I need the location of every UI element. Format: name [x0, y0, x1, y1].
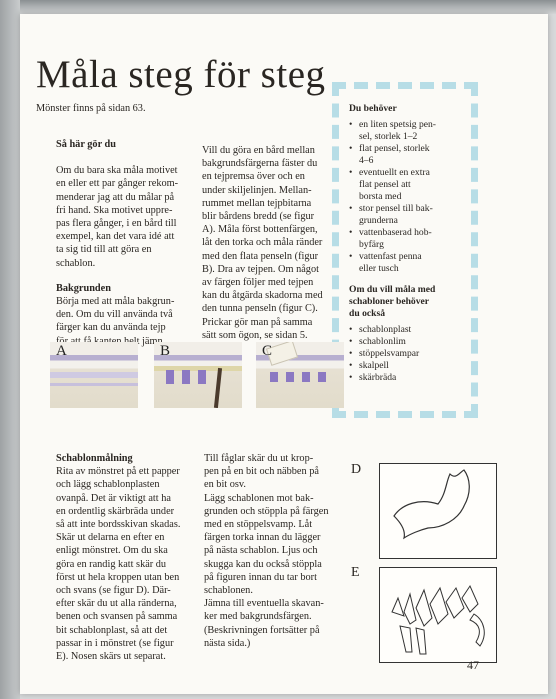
stencil-cont-line: på figuren innan du tar bort	[204, 571, 317, 583]
stencil-materials-item: • stöppelsvampar	[349, 348, 465, 360]
paint-stripe	[286, 372, 294, 382]
how-to-line: Om du bara ska måla motivet	[56, 165, 178, 177]
how-to-line: schablon.	[56, 257, 96, 269]
figure-e-stencil	[379, 567, 497, 663]
border-line: Prickar gör man på samma	[202, 316, 313, 328]
border-line: med den flata penseln (figur	[202, 250, 319, 262]
stencil-cont-line: med en stöppelsvamp. Låt	[204, 519, 313, 531]
border-line: av färgen följer med tejpen	[202, 277, 314, 289]
figure-c	[256, 342, 344, 408]
border-line: blir bårdens bredd (se figur	[202, 211, 315, 223]
materials-item: • vattenfast penna eller tusch	[349, 251, 465, 275]
cat-stripes-diagram	[380, 568, 496, 662]
figure-b-label: B	[160, 343, 171, 359]
how-to-line: pas flera gånger, i en bård till	[56, 218, 177, 230]
cat-outline-diagram	[380, 464, 496, 558]
border-line: A). Måla först bottenfärgen,	[202, 224, 318, 236]
brush-icon	[214, 368, 222, 408]
border-line: låt den torka och måla ränder	[202, 237, 323, 249]
stencil-cont-line: Jämna till eventuella skavan-	[204, 598, 324, 610]
stencil-materials-item: • skalpell	[349, 360, 465, 372]
figure-d-label: D	[351, 462, 362, 477]
figure-a-label: A	[56, 343, 67, 359]
stencil-continued	[204, 452, 336, 650]
how-to-heading: Så här gör du	[56, 139, 116, 150]
stencil-line: benen och svansen på samma	[56, 611, 178, 623]
stencil-line: ovanpå. Det är viktigt att ha	[56, 492, 171, 504]
stencil-cont-line: grunden och stöppla på färgen	[204, 505, 329, 517]
stencil-cont-line: pen på en bit och näbben på	[204, 466, 319, 478]
page-number: 47	[467, 658, 479, 672]
stencil-cont-line: skugga kan du också stöppla	[204, 558, 322, 570]
paint-stripe	[198, 370, 206, 384]
how-to-line: en eller ett par gånger rekom-	[56, 178, 179, 190]
stencil-heading: Schablonmålning	[56, 453, 133, 464]
background-line: Börja med att måla bakgrun-	[56, 296, 175, 308]
materials-item: • stor pensel till bak- grunderna	[349, 203, 465, 227]
page-top-edge	[20, 0, 556, 14]
stencil-line: en ordentlig skärbräda under	[56, 505, 175, 517]
stencil-line: Rita av mönstret på ett papper	[56, 466, 180, 478]
how-to-line: exempel, kan det vara idé att	[56, 231, 175, 243]
border-line: en tejpremsa över och en	[202, 171, 305, 183]
border-line: rummet mellan tejpbitarna	[202, 197, 312, 209]
border-line: sätt som ögon, se sidan 5.	[202, 329, 308, 341]
stencil-cont-line: nästa sida.)	[204, 637, 251, 649]
figure-c-label: C	[262, 343, 273, 359]
materials-box	[332, 82, 478, 418]
materials-list	[349, 119, 465, 275]
border-line: under skiljelinjen. Mellan-	[202, 184, 312, 196]
paint-stripe	[270, 372, 278, 382]
border-instructions	[202, 144, 332, 342]
border-line: bakgrundsfärgerna fäster du	[202, 158, 318, 170]
how-to-section	[56, 138, 198, 348]
how-to-line: ta sig tid till att göra en	[56, 244, 152, 256]
figure-d-stencil	[379, 463, 497, 559]
border-line: Vill du göra en bård mellan	[202, 145, 315, 156]
stencil-materials-item: • schablonplast	[349, 324, 465, 336]
paint-stripe	[302, 372, 310, 382]
stencil-cont-line: på nästa schablon. Ljus och	[204, 545, 318, 557]
stencil-line: först ut hela kroppen utan ben	[56, 571, 180, 583]
intro-text: Mönster finns på sidan 63.	[36, 103, 146, 114]
stencil-materials-list	[349, 324, 465, 384]
background-line: den. Om du vill använda två	[56, 309, 173, 321]
page-title: Måla steg för steg	[36, 53, 326, 96]
figure-a	[50, 342, 138, 408]
stencil-line: och lägg schablonplasten	[56, 479, 160, 491]
background-line: färger kan du använda tejp	[56, 322, 166, 334]
stencil-line: bit schablonplast, så att det	[56, 624, 168, 636]
how-to-line: menderar jag att du målar på	[56, 191, 175, 203]
stencil-line: göra en randig katt skär du	[56, 558, 167, 570]
stencil-line: och svans (se figur D). Där-	[56, 585, 171, 597]
paint-stripe	[318, 372, 326, 382]
figure-e-label: E	[351, 565, 360, 580]
page-gutter-shadow	[0, 0, 20, 699]
stencil-line: E). Nosen skärs ut separat.	[56, 651, 166, 663]
stencil-cont-line: ker med bakgrundsfärgen.	[204, 611, 312, 623]
stencil-section	[56, 452, 196, 663]
stencil-line: passar in i mönstret (se figur	[56, 637, 174, 649]
stencil-cont-line: (Beskrivningen fortsätter på	[204, 624, 320, 636]
stencil-line: Skär ut delarna en efter en	[56, 532, 165, 544]
figure-b	[154, 342, 242, 408]
border-line: den tunna penseln (figur C).	[202, 303, 318, 315]
materials-item: • flat pensel, storlek 4–6	[349, 143, 465, 167]
background-heading: Bakgrunden	[56, 282, 111, 294]
paint-stripe	[166, 370, 174, 384]
how-to-line: fri hand. Ska motivet uppre-	[56, 204, 173, 216]
materials-item: • eventuellt en extra flat pensel att borsta med	[349, 167, 465, 203]
materials-item: • vattenbaserad hob- byfärg	[349, 227, 465, 251]
stencil-cont-line: Till fåglar skär du ut krop-	[204, 453, 314, 464]
materials-item: • en liten spetsig pen- sel, storlek 1–2	[349, 119, 465, 143]
stencil-cont-line: Lägg schablonen mot bak-	[204, 492, 314, 504]
stencil-materials-heading: Om du vill måla med schabloner behöver du också	[349, 284, 436, 319]
stencil-materials-item: • skärbräda	[349, 372, 465, 384]
border-line: B). Dra av tejpen. Om något	[202, 263, 319, 275]
stencil-cont-line: schablonen.	[204, 585, 253, 597]
stencil-line: enligt mönstret. Om du ska	[56, 545, 168, 557]
stencil-materials-item: • schablonlim	[349, 336, 465, 348]
stencil-cont-line: färgen torka innan du lägger	[204, 532, 321, 544]
stencil-cont-line: en bit osv.	[204, 479, 246, 491]
stencil-line: så att inte bordsskivan skadas.	[56, 519, 181, 531]
border-line: kan du åtgärda skadorna med	[202, 290, 323, 302]
paint-stripe	[182, 370, 190, 384]
materials-heading: Du behöver	[349, 103, 397, 114]
stencil-line: efter skär du ut alla ränderna,	[56, 598, 177, 610]
